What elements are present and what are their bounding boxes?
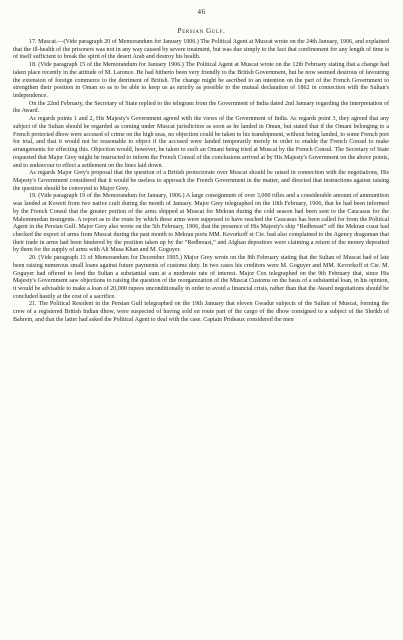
paragraph-19: 19. (Vide paragraph 19 of the Memorandum for January, 1906.) A large consignment of over 3,000 rifles and a considerable amount of ammunition was landed at Koweit from two native craft during the month of January. Major Grey telegraphed on the 10th February, 1906, that he had been informed by the French Consul that the greater portion of the arms shipped at Muscat for Mekran during the cold season had been sent to the Caucasus for the Mahommedan insurgents. A report as to the route by which these arms were supposed to have reached the Caucasus has been called for from the Political Agent in the Persian Gulf. Major Grey also wrote on the 5th February, 1906, that the presence of His Majesty's ship “Redbreast” off the Mekran coast had checked the export of arms from Muscat during the past month to Mekran ports MM. Kevorkoff et Cie. had also complained to the Agency dragoman that their trade in arms had been hindered by the position taken up by the “Redbreast,” and Afghan depositors were claiming a return of the money deposited by them for the supply of arms with Ali Musa Khan and M. Goguyer. xyxy=(13,193,389,254)
paragraph-20: 20. (Vide paragraph 13 of Memorandum for December 1905.) Major Grey wrote on the 8th February stating that the Sultan of Muscat had of late been raising numerous small loans against future payments of customs duty. In two cases his creditors were M. Goguyer and MM. Kevorkoff et Cie. M. Goguyer had offered to lend the Sultan a substantial sum at a moderate rate of interest. Major Cox telegraphed on the 9th February that, since His Majesty's Government saw objections to raising the question of the reorganization of the Muscat Customs on the basis of a substantial loan, in his opinion, it would be advisable to make a loan of 20,000 rupees unconditionally in order to avoid a financial crisis, rather than that the Award negotiations should be concluded hastily at the cost of a sacrifice. xyxy=(13,255,389,300)
paragraph-18-reply: On the 22nd February, the Secretary of State replied to the telegram from the Government of India dated 2nd January regarding the interpretation of the Award. xyxy=(13,100,389,115)
paragraph-17: 17. Muscat.—(Vide paragraph 20 of Memorandum for January 1906.) The Political Agent at Muscat wrote on the 24th January, 1906, and explained that the ill-health of the prisoners was not in any way caused by severe treatment, but was due simply to the fact that confinement for any length of time is of itself sufficient to break the spirit of the desert Arab and destroy his health. xyxy=(13,39,389,61)
paragraph-18-protectorate: As regards Major Grey's proposal that the question of a British protectorate over Muscat should be raised in connection with the negotiations, His Majesty's Government considered that it would be useless to approach the French Government in the matter, and directed that instructions against raising the question should be conveyed to Major Grey. xyxy=(13,170,389,192)
paragraph-21: 21. The Political Resident in the Persian Gulf telegraphed on the 19th January that eleven Gwadur subjects of the Sultan of Muscat, forming the crew of a registered British Indian dhow, were suspected of having sold en route part of the cargo of the dhow consigned to a subject of the Sheikh of Bahrein, and that the latter had asked the Political Agent to deal with the case. Captain Prideaux considered the men xyxy=(13,301,389,323)
body-text xyxy=(13,39,389,325)
paragraph-18: 18. (Vide paragraph 15 of the Memorandum for January 1906.) The Political Agent at Muscat wrote on the 12th February stating that a change had taken place recently in the attitude of M. Laronce. He had hitherto been very friendly to the British Government, but he now seemed desirous of favouring the extension of foreign commerce to the detriment of British. The change might be ascribed to an intention on the part of the French Government to strengthen their position in Oman so as to be able to keep us as strictly as possible to the mutual declaration of 1862 in connection with the Sultan's independence. xyxy=(13,62,389,100)
page-number: 46 xyxy=(197,8,206,16)
paragraph-18-points: As regards points 1 and 2, His Majesty's Government agreed with the views of the Government of India. As regards point 3, they agreed that any subject of the Sultan should be regarded as coming under Muscat jurisdiction as soon as he landed in Oman, but stated that if the Omani belonging to a French protected dhow were accused of crime on the high seas, no objection could be taken to his transhipment, without being landed, to some French port for trial, and that it would not be reasonable to object if the accused were landed temporarily merely in order to enable the French Consul to make arrangements for effecting this. Objection would, however, be taken to such an Omani being tried at Muscat by the French Consul. The Secretary of State requested that Major Grey might be instructed to inform the French Consul of the conclusions arrived at by His Majesty's Government on the above points, and to endeavour to effect a settlement on the lines laid down. xyxy=(13,116,389,169)
section-heading: Persian Gulf. xyxy=(177,27,226,35)
